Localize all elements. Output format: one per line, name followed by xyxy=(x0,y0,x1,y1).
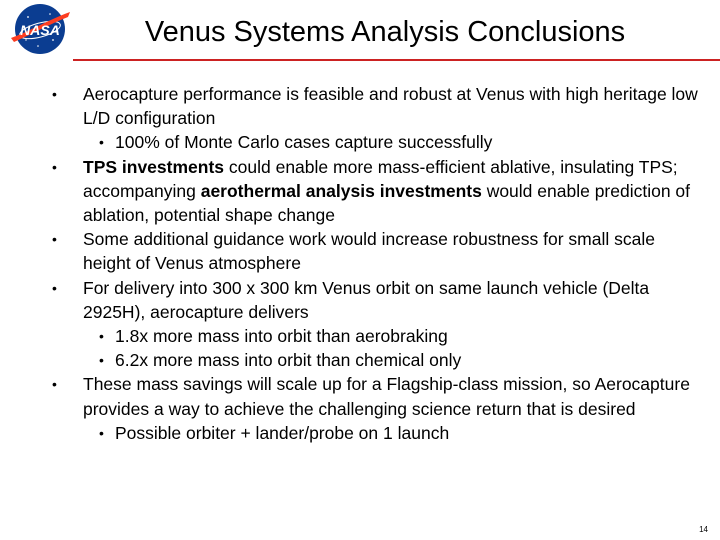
sub-bullet-text: Possible orbiter + lander/probe on 1 launch xyxy=(115,422,450,443)
bullet-text: would enable prediction of ablation, potential shape change xyxy=(83,180,691,226)
sub-bullet-item xyxy=(0,324,720,348)
bullet-text: Aerocapture performance is feasible and robust at Venus with high heritage low L/D configuration xyxy=(83,84,698,129)
bullet-dot-icon: • xyxy=(52,158,57,175)
sub-bullet-item xyxy=(0,130,720,154)
bullet-dot-icon: • xyxy=(52,86,57,102)
bullet-item xyxy=(0,276,720,324)
bullet-dot-icon: • xyxy=(52,231,57,248)
bullet-dot-icon: • xyxy=(99,328,104,345)
bullet-dot-icon: • xyxy=(52,279,57,296)
bullet-emphasis: TPS investments xyxy=(83,156,225,177)
sub-bullet-item xyxy=(0,348,720,372)
bullet-item xyxy=(0,82,720,130)
page-number: 14 xyxy=(699,525,708,534)
bullet-dot-icon: • xyxy=(99,134,104,151)
title-divider xyxy=(73,59,720,61)
bullet-emphasis: aerothermal analysis investments xyxy=(200,180,482,201)
bullet-item xyxy=(0,227,720,275)
bullet-dot-icon: • xyxy=(99,352,104,369)
nasa-meatball-icon xyxy=(8,2,72,56)
bullet-text: These mass savings will scale up for a Flagship-class mission, so Aerocapture provides a way to achieve the challenging science return that is desired xyxy=(83,374,690,419)
sub-bullet-text: 6.2x more mass into orbit than chemical only xyxy=(115,350,462,371)
sub-bullet-item xyxy=(0,421,720,445)
bullet-text: could enable more mass-efficient ablative, insulating TPS; accompanying xyxy=(83,156,678,201)
bullet-item xyxy=(0,372,720,420)
sub-bullet-text: 100% of Monte Carlo cases capture successfully xyxy=(115,132,493,153)
slide-title: Venus Systems Analysis Conclusions xyxy=(144,16,626,48)
sub-bullet-text: 1.8x more mass into orbit than aerobraking xyxy=(115,326,448,347)
bullet-dot-icon: • xyxy=(52,376,57,393)
bullet-text: Some additional guidance work would increase robustness for small scale height of Venus atmosphere xyxy=(83,229,655,274)
bullet-dot-icon: • xyxy=(99,424,104,441)
bullet-item xyxy=(0,155,720,228)
nasa-logo-wordmark: NASA xyxy=(20,22,60,38)
bullet-list xyxy=(0,82,720,445)
bullet-text: For delivery into 300 x 300 km Venus orbit on same launch vehicle (Delta 2925H), aerocapture delivers xyxy=(83,277,650,322)
